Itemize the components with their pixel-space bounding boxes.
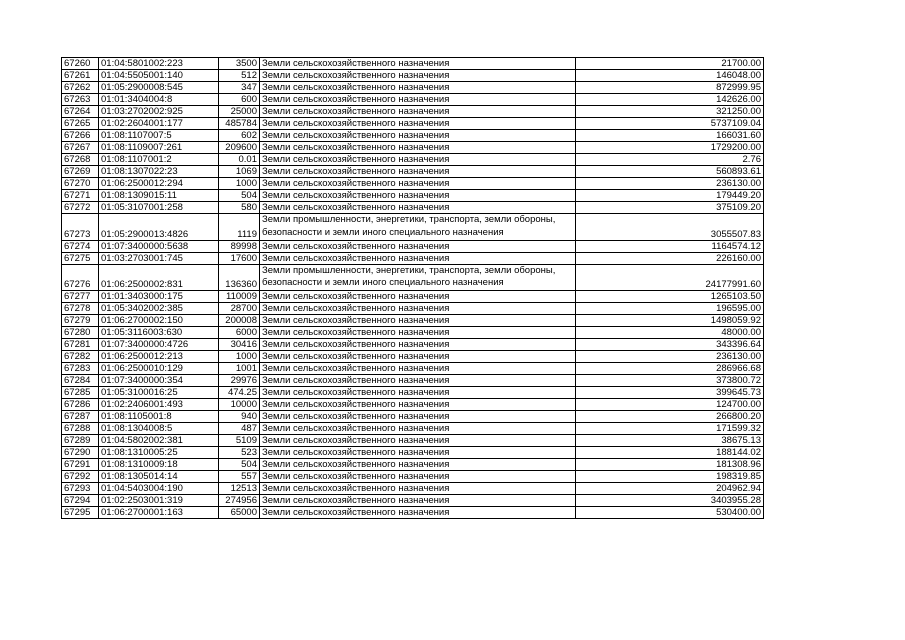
cadastral-number-cell: 01:07:3400000:5638 [99, 240, 219, 252]
area-cell: 1069 [219, 166, 260, 178]
row-id-cell: 67281 [62, 339, 99, 351]
area-cell: 347 [219, 82, 260, 94]
area-cell: 580 [219, 202, 260, 214]
table-row [62, 459, 764, 471]
land-category-cell: Земли сельскохозяйственного назначения [260, 507, 576, 519]
cadastral-number-cell: 01:06:2700002:150 [99, 315, 219, 327]
cadastral-value-cell: 204962.94 [576, 483, 764, 495]
row-id-cell: 67288 [62, 423, 99, 435]
land-category-cell: Земли сельскохозяйственного назначения [260, 435, 576, 447]
table-row [62, 435, 764, 447]
table-row [62, 166, 764, 178]
row-id-cell: 67284 [62, 375, 99, 387]
cadastral-value-cell: 188144.02 [576, 447, 764, 459]
row-id-cell: 67280 [62, 327, 99, 339]
cadastral-value-cell: 196595.00 [576, 303, 764, 315]
land-category-cell: Земли сельскохозяйственного назначения [260, 106, 576, 118]
land-category-cell: Земли сельскохозяйственного назначения [260, 130, 576, 142]
cadastral-value-cell: 1265103.50 [576, 291, 764, 303]
area-cell: 136360 [219, 264, 260, 291]
land-registry-table [61, 57, 764, 519]
table-row [62, 495, 764, 507]
cadastral-number-cell: 01:06:2500002:831 [99, 264, 219, 291]
row-id-cell: 67274 [62, 240, 99, 252]
table-row [62, 351, 764, 363]
cadastral-number-cell: 01:06:2500012:213 [99, 351, 219, 363]
cadastral-value-cell: 286966.68 [576, 363, 764, 375]
land-category-cell: Земли сельскохозяйственного назначения [260, 447, 576, 459]
row-id-cell: 67286 [62, 399, 99, 411]
cadastral-number-cell: 01:01:3403000:175 [99, 291, 219, 303]
land-category-cell: Земли сельскохозяйственного назначения [260, 411, 576, 423]
cadastral-number-cell: 01:05:3402002:385 [99, 303, 219, 315]
row-id-cell: 67269 [62, 166, 99, 178]
cadastral-value-cell: 872999.95 [576, 82, 764, 94]
table-row [62, 70, 764, 82]
area-cell: 5109 [219, 435, 260, 447]
cadastral-value-cell: 1498059.92 [576, 315, 764, 327]
row-id-cell: 67282 [62, 351, 99, 363]
row-id-cell: 67289 [62, 435, 99, 447]
land-category-cell: Земли сельскохозяйственного назначения [260, 94, 576, 106]
cadastral-number-cell: 01:02:2503001:319 [99, 495, 219, 507]
table-row [62, 202, 764, 214]
table-row [62, 471, 764, 483]
table-row [62, 240, 764, 252]
cadastral-number-cell: 01:05:2900013:4826 [99, 214, 219, 241]
row-id-cell: 67278 [62, 303, 99, 315]
cadastral-number-cell: 01:03:2702002:925 [99, 106, 219, 118]
area-cell: 209600 [219, 142, 260, 154]
land-category-cell: Земли сельскохозяйственного назначения [260, 154, 576, 166]
area-cell: 504 [219, 459, 260, 471]
land-category-cell: Земли промышленности, энергетики, транспорта, земли обороны, безопасности и земли иного специального назначения [260, 214, 576, 241]
cadastral-number-cell: 01:05:3116003:630 [99, 327, 219, 339]
cadastral-number-cell: 01:08:1305014:14 [99, 471, 219, 483]
row-id-cell: 67264 [62, 106, 99, 118]
land-category-cell: Земли сельскохозяйственного назначения [260, 339, 576, 351]
cadastral-number-cell: 01:04:5801002:223 [99, 58, 219, 70]
area-cell: 65000 [219, 507, 260, 519]
cadastral-number-cell: 01:06:2500012:294 [99, 178, 219, 190]
land-category-cell: Земли сельскохозяйственного назначения [260, 58, 576, 70]
land-category-cell: Земли сельскохозяйственного назначения [260, 303, 576, 315]
land-category-cell: Земли сельскохозяйственного назначения [260, 291, 576, 303]
land-category-cell: Земли сельскохозяйственного назначения [260, 387, 576, 399]
cadastral-value-cell: 560893.61 [576, 166, 764, 178]
area-cell: 940 [219, 411, 260, 423]
table-row [62, 375, 764, 387]
area-cell: 1000 [219, 351, 260, 363]
row-id-cell: 67276 [62, 264, 99, 291]
area-cell: 0.01 [219, 154, 260, 166]
cadastral-value-cell: 399645.73 [576, 387, 764, 399]
cadastral-value-cell: 142626.00 [576, 94, 764, 106]
row-id-cell: 67272 [62, 202, 99, 214]
row-id-cell: 67261 [62, 70, 99, 82]
land-category-cell: Земли промышленности, энергетики, транспорта, земли обороны, безопасности и земли иного специального назначения [260, 264, 576, 291]
land-category-cell: Земли сельскохозяйственного назначения [260, 483, 576, 495]
cadastral-value-cell: 166031.60 [576, 130, 764, 142]
row-id-cell: 67292 [62, 471, 99, 483]
land-category-cell: Земли сельскохозяйственного назначения [260, 240, 576, 252]
area-cell: 523 [219, 447, 260, 459]
cadastral-number-cell: 01:05:3107001:258 [99, 202, 219, 214]
table-row [62, 507, 764, 519]
cadastral-value-cell: 343396.64 [576, 339, 764, 351]
row-id-cell: 67275 [62, 252, 99, 264]
cadastral-value-cell: 21700.00 [576, 58, 764, 70]
row-id-cell: 67271 [62, 190, 99, 202]
cadastral-value-cell: 236130.00 [576, 178, 764, 190]
table-row [62, 291, 764, 303]
cadastral-value-cell: 373800.72 [576, 375, 764, 387]
table-row [62, 178, 764, 190]
row-id-cell: 67267 [62, 142, 99, 154]
cadastral-number-cell: 01:08:1109007:261 [99, 142, 219, 154]
table-row [62, 399, 764, 411]
row-id-cell: 67290 [62, 447, 99, 459]
area-cell: 200008 [219, 315, 260, 327]
table-row [62, 423, 764, 435]
area-cell: 1000 [219, 178, 260, 190]
table-row [62, 106, 764, 118]
row-id-cell: 67295 [62, 507, 99, 519]
cadastral-number-cell: 01:07:3400000:354 [99, 375, 219, 387]
cadastral-number-cell: 01:03:2703001:745 [99, 252, 219, 264]
row-id-cell: 67268 [62, 154, 99, 166]
cadastral-value-cell: 236130.00 [576, 351, 764, 363]
area-cell: 30416 [219, 339, 260, 351]
land-category-cell: Земли сельскохозяйственного назначения [260, 327, 576, 339]
land-category-cell: Земли сельскохозяйственного назначения [260, 82, 576, 94]
cadastral-value-cell: 1164574.12 [576, 240, 764, 252]
cadastral-number-cell: 01:08:1304008:5 [99, 423, 219, 435]
table-row [62, 214, 764, 241]
area-cell: 485784 [219, 118, 260, 130]
table-row [62, 339, 764, 351]
table-row [62, 315, 764, 327]
area-cell: 110009 [219, 291, 260, 303]
row-id-cell: 67260 [62, 58, 99, 70]
row-id-cell: 67263 [62, 94, 99, 106]
cadastral-number-cell: 01:08:1307022:23 [99, 166, 219, 178]
area-cell: 17600 [219, 252, 260, 264]
cadastral-value-cell: 171599.32 [576, 423, 764, 435]
cadastral-value-cell: 3055507.83 [576, 214, 764, 241]
cadastral-value-cell: 3403955.28 [576, 495, 764, 507]
area-cell: 1001 [219, 363, 260, 375]
land-category-cell: Земли сельскохозяйственного назначения [260, 459, 576, 471]
land-category-cell: Земли сельскохозяйственного назначения [260, 118, 576, 130]
table-body [62, 58, 764, 519]
cadastral-number-cell: 01:05:3100016:25 [99, 387, 219, 399]
area-cell: 504 [219, 190, 260, 202]
table-row [62, 94, 764, 106]
cadastral-value-cell: 181308.96 [576, 459, 764, 471]
cadastral-value-cell: 266800.20 [576, 411, 764, 423]
table-row [62, 190, 764, 202]
row-id-cell: 67294 [62, 495, 99, 507]
cadastral-value-cell: 530400.00 [576, 507, 764, 519]
land-category-cell: Земли сельскохозяйственного назначения [260, 399, 576, 411]
cadastral-number-cell: 01:02:2604001:177 [99, 118, 219, 130]
table-row [62, 363, 764, 375]
land-category-cell: Земли сельскохозяйственного назначения [260, 252, 576, 264]
cadastral-number-cell: 01:02:2406001:493 [99, 399, 219, 411]
area-cell: 1119 [219, 214, 260, 241]
row-id-cell: 67266 [62, 130, 99, 142]
cadastral-number-cell: 01:04:5403004:190 [99, 483, 219, 495]
land-category-cell: Земли сельскохозяйственного назначения [260, 375, 576, 387]
area-cell: 12513 [219, 483, 260, 495]
land-category-cell: Земли сельскохозяйственного назначения [260, 423, 576, 435]
table-row [62, 142, 764, 154]
land-category-cell: Земли сельскохозяйственного назначения [260, 315, 576, 327]
cadastral-value-cell: 48000.00 [576, 327, 764, 339]
land-category-cell: Земли сельскохозяйственного назначения [260, 471, 576, 483]
row-id-cell: 67270 [62, 178, 99, 190]
cadastral-number-cell: 01:08:1107007:5 [99, 130, 219, 142]
row-id-cell: 67277 [62, 291, 99, 303]
table-row [62, 82, 764, 94]
cadastral-number-cell: 01:08:1105001:8 [99, 411, 219, 423]
cadastral-number-cell: 01:01:3404004:8 [99, 94, 219, 106]
row-id-cell: 67287 [62, 411, 99, 423]
cadastral-number-cell: 01:05:2900008:545 [99, 82, 219, 94]
cadastral-value-cell: 5737109.04 [576, 118, 764, 130]
land-category-cell: Земли сельскохозяйственного назначения [260, 202, 576, 214]
land-category-cell: Земли сельскохозяйственного назначения [260, 495, 576, 507]
cadastral-number-cell: 01:06:2500010:129 [99, 363, 219, 375]
cadastral-number-cell: 01:04:5802002:381 [99, 435, 219, 447]
table-row [62, 327, 764, 339]
cadastral-value-cell: 179449.20 [576, 190, 764, 202]
cadastral-number-cell: 01:08:1310009:18 [99, 459, 219, 471]
area-cell: 89998 [219, 240, 260, 252]
table-row [62, 154, 764, 166]
area-cell: 10000 [219, 399, 260, 411]
land-category-cell: Земли сельскохозяйственного назначения [260, 166, 576, 178]
cadastral-value-cell: 2.76 [576, 154, 764, 166]
table-row [62, 303, 764, 315]
row-id-cell: 67265 [62, 118, 99, 130]
cadastral-value-cell: 198319.85 [576, 471, 764, 483]
cadastral-number-cell: 01:08:1107001:2 [99, 154, 219, 166]
area-cell: 512 [219, 70, 260, 82]
cadastral-value-cell: 146048.00 [576, 70, 764, 82]
area-cell: 6000 [219, 327, 260, 339]
cadastral-number-cell: 01:04:5505001:140 [99, 70, 219, 82]
table-row [62, 483, 764, 495]
land-category-cell: Земли сельскохозяйственного назначения [260, 70, 576, 82]
row-id-cell: 67262 [62, 82, 99, 94]
area-cell: 3500 [219, 58, 260, 70]
row-id-cell: 67291 [62, 459, 99, 471]
table-row [62, 130, 764, 142]
area-cell: 474.25 [219, 387, 260, 399]
cadastral-number-cell: 01:07:3400000:4726 [99, 339, 219, 351]
table-row [62, 58, 764, 70]
row-id-cell: 67293 [62, 483, 99, 495]
area-cell: 557 [219, 471, 260, 483]
area-cell: 274956 [219, 495, 260, 507]
cadastral-number-cell: 01:08:1310005:25 [99, 447, 219, 459]
land-category-cell: Земли сельскохозяйственного назначения [260, 190, 576, 202]
land-category-cell: Земли сельскохозяйственного назначения [260, 351, 576, 363]
table-row [62, 264, 764, 291]
land-category-cell: Земли сельскохозяйственного назначения [260, 142, 576, 154]
table-row [62, 447, 764, 459]
cadastral-value-cell: 124700.00 [576, 399, 764, 411]
area-cell: 600 [219, 94, 260, 106]
area-cell: 29976 [219, 375, 260, 387]
area-cell: 602 [219, 130, 260, 142]
area-cell: 487 [219, 423, 260, 435]
row-id-cell: 67283 [62, 363, 99, 375]
cadastral-value-cell: 375109.20 [576, 202, 764, 214]
row-id-cell: 67273 [62, 214, 99, 241]
cadastral-value-cell: 24177991.60 [576, 264, 764, 291]
cadastral-value-cell: 1729200.00 [576, 142, 764, 154]
land-category-cell: Земли сельскохозяйственного назначения [260, 178, 576, 190]
area-cell: 25000 [219, 106, 260, 118]
land-category-cell: Земли сельскохозяйственного назначения [260, 363, 576, 375]
cadastral-number-cell: 01:06:2700001:163 [99, 507, 219, 519]
cadastral-number-cell: 01:08:1309015:11 [99, 190, 219, 202]
table-row [62, 387, 764, 399]
cadastral-value-cell: 226160.00 [576, 252, 764, 264]
cadastral-value-cell: 38675.13 [576, 435, 764, 447]
area-cell: 28700 [219, 303, 260, 315]
row-id-cell: 67279 [62, 315, 99, 327]
row-id-cell: 67285 [62, 387, 99, 399]
cadastral-value-cell: 321250.00 [576, 106, 764, 118]
table-row [62, 411, 764, 423]
table-row [62, 118, 764, 130]
table-row [62, 252, 764, 264]
